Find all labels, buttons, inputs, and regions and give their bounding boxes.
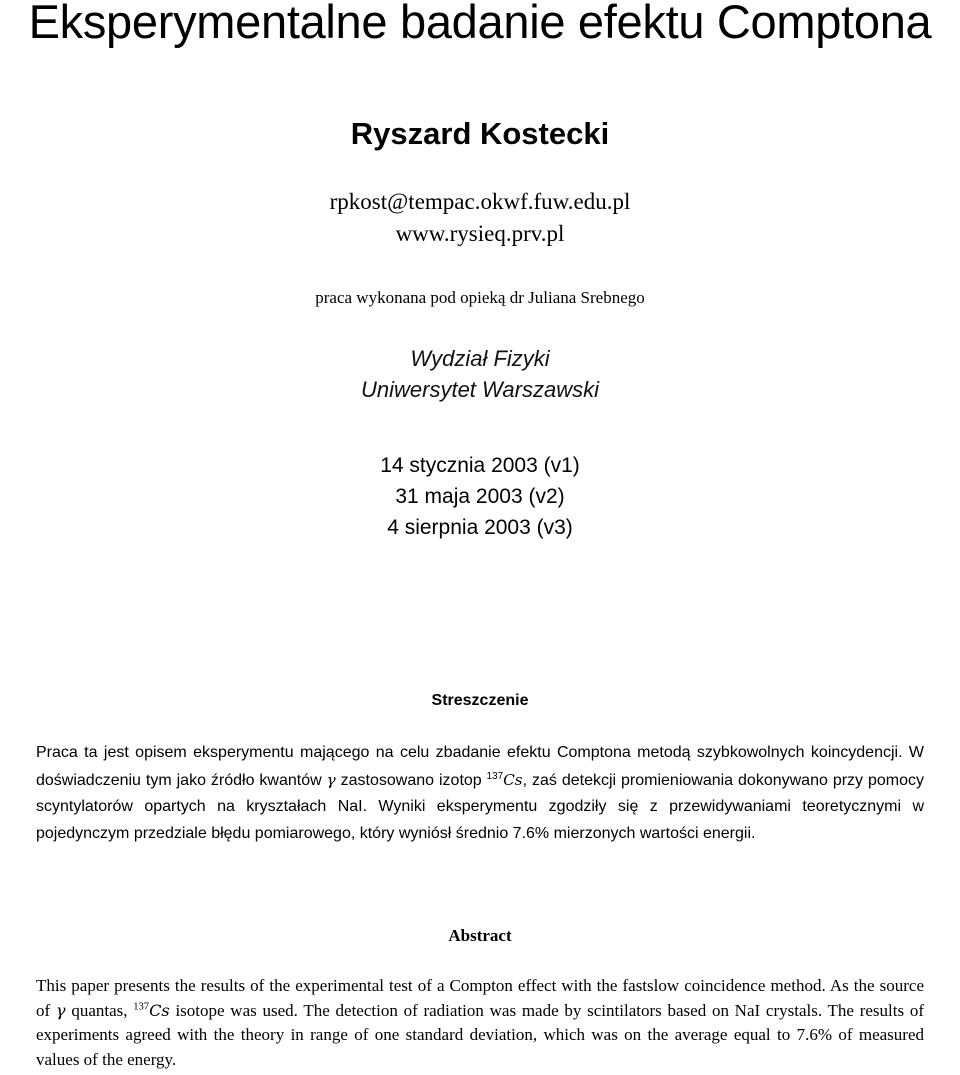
abstract-en-text	[36, 974, 924, 1072]
author-name: Ryszard Kostecki	[350, 116, 610, 151]
isotope-mass-number: 137	[133, 1001, 150, 1013]
abstract-en-heading: Abstract	[448, 926, 512, 945]
abstract-en-text-part2: quantas,	[65, 1000, 134, 1020]
gamma-symbol: γ	[55, 1000, 66, 1020]
version-dates	[0, 450, 960, 543]
supervision-note: praca wykonana pod opieką dr Juliana Srebnego	[315, 288, 645, 307]
version-date-3: 4 sierpnia 2003 (v3)	[387, 516, 573, 539]
abstract-pl-text-part3: , zaś detekcji promieniowania dokonywano przy pomocy scyntylatorów opartych na kryształach NaI. Wyniki eksperymentu zgodziły się z przewidywaniami teoretycznymi w pojedynczym przedziale błędu pomiarowego, który wyniósł średnio 7.6% mierzonych wartości energii.	[36, 771, 925, 842]
university-name: Uniwersytet Warszawski	[361, 377, 599, 402]
abstract-pl-heading: Streszczenie	[431, 692, 529, 709]
gamma-symbol: γ	[326, 770, 336, 789]
contact-block	[0, 186, 960, 250]
author-email: rpkost@tempac.okwf.fuw.edu.pl	[329, 189, 631, 214]
abstract-en-text-part1: This paper presents the results of the experimental test of a Compton effect with the fastslow coincidence method. As the source of	[36, 976, 924, 1020]
isotope-symbol: Cs	[149, 1000, 170, 1020]
faculty-name: Wydział Fizyki	[410, 346, 550, 371]
version-date-1: 14 stycznia 2003 (v1)	[380, 454, 580, 477]
abstract-pl-text-part2: zastosowano izotop	[335, 771, 487, 789]
abstract-pl-text-part1: Praca ta jest opisem eksperymentu mającego na celu zbadanie efektu Comptona metodą szybkowolnych koincydencji. W doświadczeniu tym jako źródło kwantów	[36, 744, 924, 789]
abstract-en-text-part3: isotope was used. The detection of radiation was made by scintilators based on NaI crystals. The results of experiments agreed with the theory in range of one standard deviation, which was on the average equal to 7.6% of measured values of the energy.	[36, 1000, 925, 1069]
isotope-mass-number: 137	[486, 770, 504, 782]
paper-title: Eksperymentalne badanie efektu Comptona	[28, 0, 932, 48]
affiliation-block	[0, 343, 960, 405]
author-website: www.rysieq.prv.pl	[395, 221, 565, 246]
abstract-pl-text	[36, 740, 924, 847]
version-date-2: 31 maja 2003 (v2)	[395, 485, 565, 508]
isotope-symbol: Cs	[503, 770, 523, 789]
